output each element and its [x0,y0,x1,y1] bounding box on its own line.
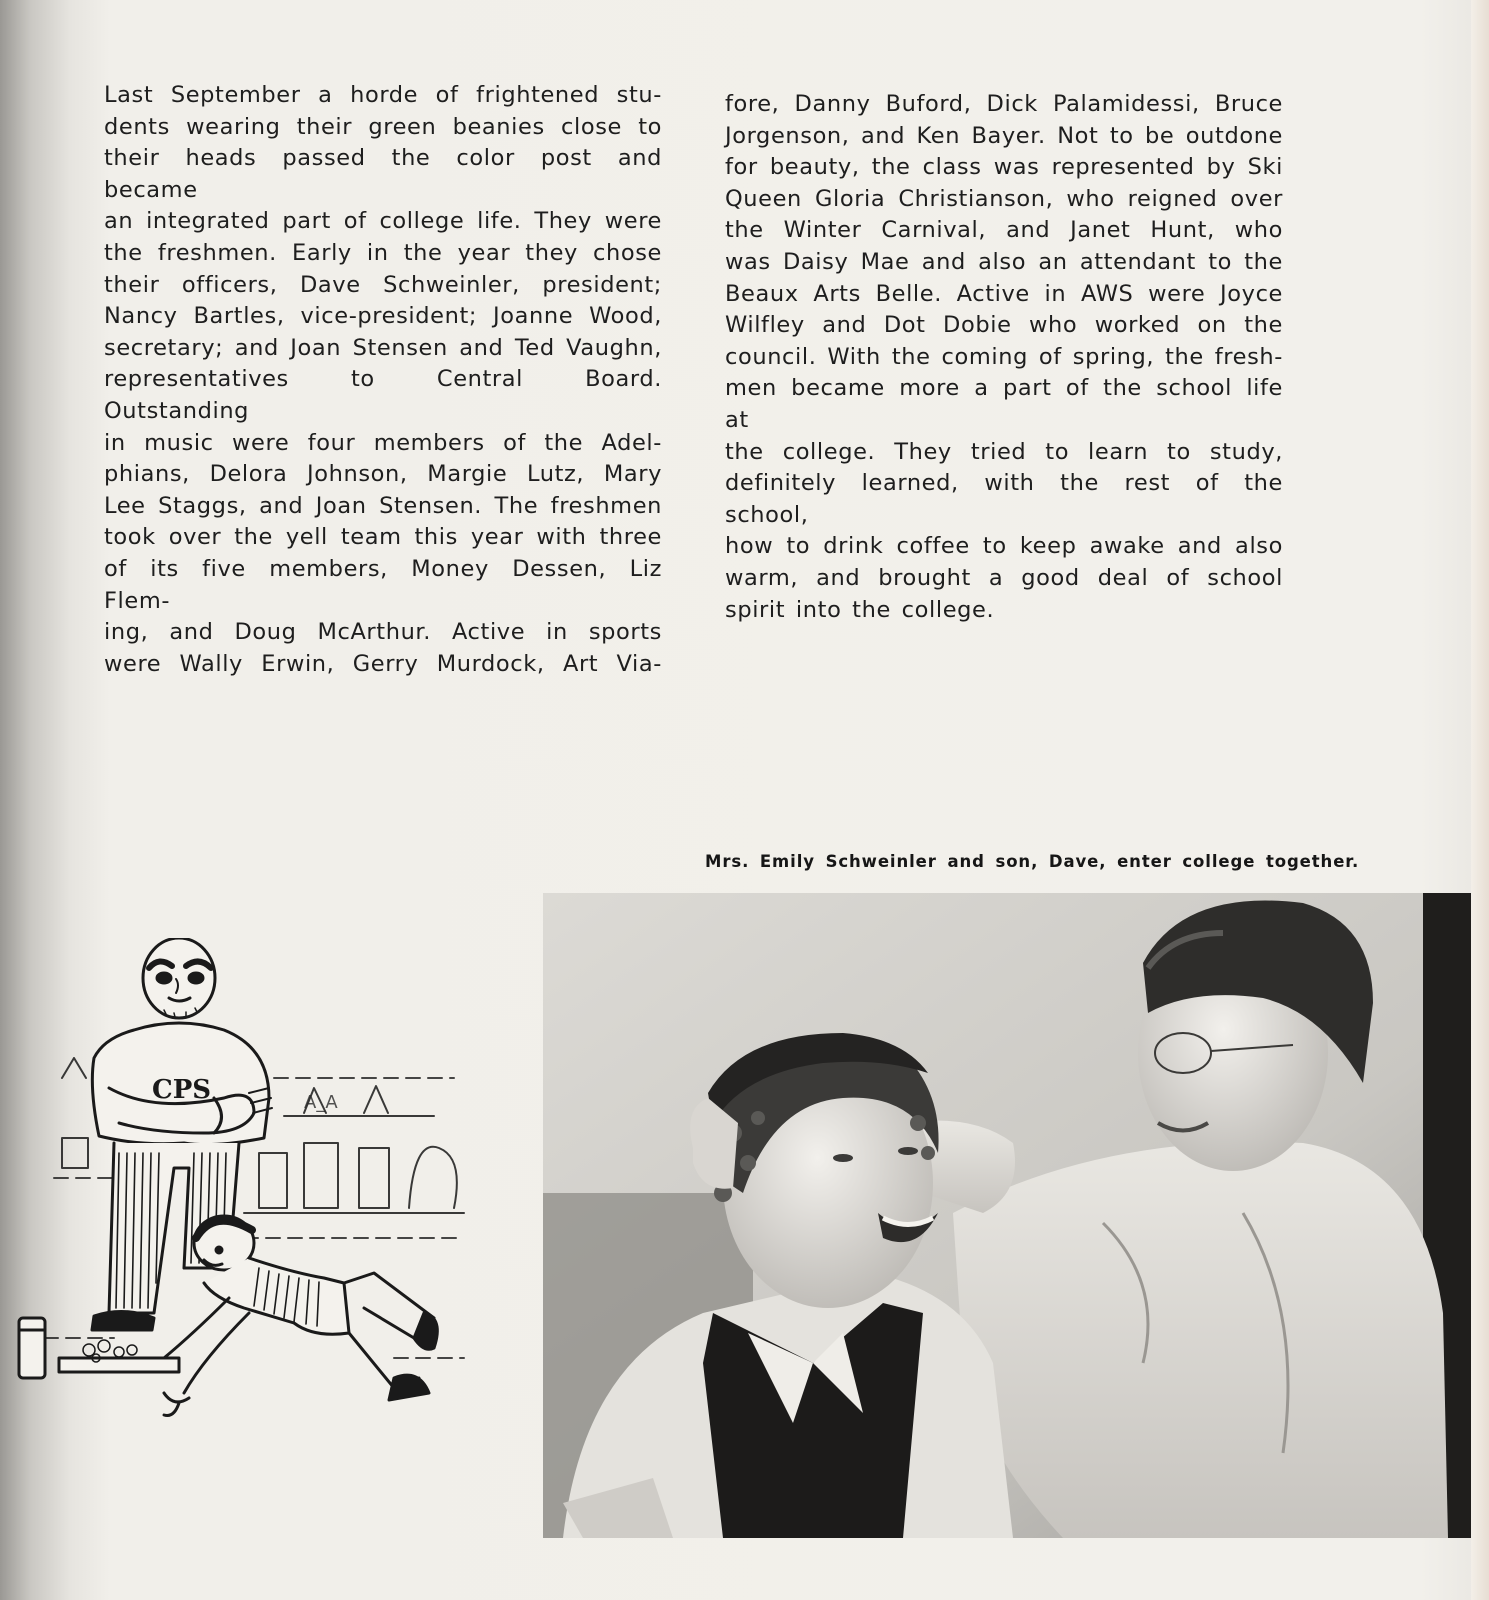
text-line: the freshmen. Early in the year they chose [104,239,662,266]
photograph-mother-and-son [543,893,1471,1538]
article-left-column [104,80,662,680]
article-right-column [725,89,1283,626]
text-line: for beauty, the class was represented by Ski [725,154,1283,181]
text-line: was Daisy Mae and also an attendant to the [725,248,1283,275]
text-line: of its five members, Money Dessen, Liz Flem- [104,555,662,614]
text-line: how to drink coffee to keep awake and also [725,533,1283,560]
text-line: Wilfley and Dot Dobie who worked on the [725,312,1283,339]
text-line: Lee Staggs, and Joan Stensen. The freshmen [104,492,662,519]
text-line: were Wally Erwin, Gerry Murdock, Art Via- [104,650,662,677]
text-line: ing, and Doug McArthur. Active in sports [104,619,662,646]
text-line: spirit into the college. [725,596,995,623]
text-line: Last September a horde of frightened stu- [104,82,662,108]
page-edge [1471,0,1489,1600]
sweater-letters: CPS [152,1075,212,1105]
text-line: representatives to Central Board. Outstanding [104,366,662,424]
text-line: Queen Gloria Christianson, who reigned over [725,185,1283,212]
text-line: Beaux Arts Belle. Active in AWS were Joyce [725,280,1283,307]
text-line: warm, and brought a good deal of school [725,564,1283,591]
text-line: the college. They tried to learn to study, [725,438,1283,465]
text-line: their officers, Dave Schweinler, president; [104,271,662,298]
text-line: dents wearing their green beanies close to [104,113,662,140]
text-line: Nancy Bartles, vice-president; Joanne Wood, [104,303,662,330]
text-line: took over the yell team this year with three [104,524,662,551]
text-line: men became more a part of the school life at [725,375,1283,433]
sign-letters: A_A [304,1092,338,1113]
freshman-cartoon-illustration [14,938,494,1458]
text-line: phians, Delora Johnson, Margie Lutz, Mary [104,461,662,488]
text-line: an integrated part of college life. They were [104,208,662,235]
text-line: the Winter Carnival, and Janet Hunt, who [725,217,1283,244]
text-line: in music were four members of the Adel- [104,429,662,456]
text-line: definitely learned, with the rest of the school, [725,470,1283,528]
text-line: secretary; and Joan Stensen and Ted Vaughn, [104,334,662,361]
text-line: fore, Danny Buford, Dick Palamidessi, Bruce [725,91,1283,117]
text-line: their heads passed the color post and became [104,145,662,203]
text-line: council. With the coming of spring, the fresh- [725,343,1283,370]
text-line: Jorgenson, and Ken Bayer. Not to be outdone [725,122,1283,149]
photo-caption: Mrs. Emily Schweinler and son, Dave, enter college together. [705,852,1360,871]
